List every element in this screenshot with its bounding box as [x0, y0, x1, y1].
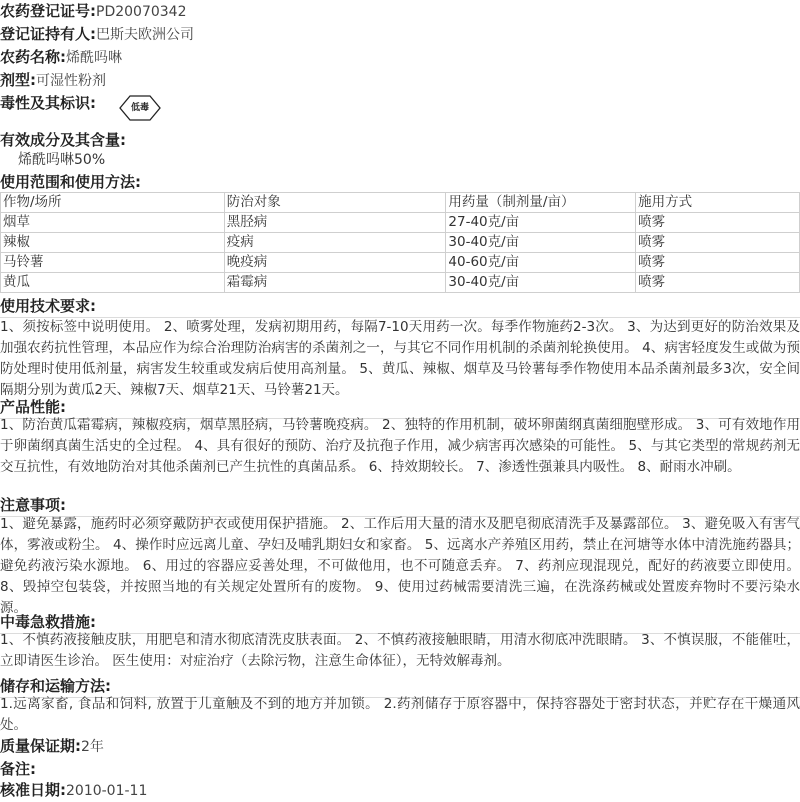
table-row	[1, 273, 800, 293]
approval-date-label: 核准日期:	[0, 781, 66, 799]
registration-number-row	[0, 0, 186, 23]
toxicity-label: 毒性及其标识:	[0, 94, 96, 112]
approval-date-value: 2010-01-11	[66, 783, 148, 799]
table-row	[1, 253, 800, 273]
warranty-row	[0, 735, 104, 758]
ingredients-value: 烯酰吗啉50%	[18, 152, 106, 168]
table-row	[1, 233, 800, 253]
remark-row	[0, 758, 36, 781]
performance-heading: 产品性能:	[0, 396, 800, 419]
remark-label: 备注:	[0, 760, 36, 778]
table-cell: 30-40克/亩	[446, 273, 636, 293]
firstaid-heading: 中毒急救措施:	[0, 611, 800, 634]
column-header-method: 施用方式	[636, 193, 800, 213]
pesticide-name-row	[0, 46, 122, 69]
table-cell: 喷雾	[636, 213, 800, 233]
table-cell: 喷雾	[636, 233, 800, 253]
registration-number-value: PD20070342	[96, 4, 187, 20]
registration-holder-label: 登记证持有人:	[0, 25, 96, 43]
usage-table	[0, 192, 800, 293]
table-cell: 辣椒	[1, 233, 225, 253]
table-cell: 40-60克/亩	[446, 253, 636, 273]
table-cell: 30-40克/亩	[446, 233, 636, 253]
formulation-value: 可湿性粉剂	[36, 73, 106, 89]
toxicity-badge	[118, 94, 162, 122]
warranty-value: 2年	[81, 739, 104, 755]
storage-text: 1.远离家畜, 食品和饲料, 放置于儿童触及不到的地方并加锁。 2.药剂储存于原容器中，保持容器处于密封状态，并贮存在干燥通风处。	[0, 696, 800, 733]
precautions-heading: 注意事项:	[0, 494, 800, 517]
registration-number-label: 农药登记证号:	[0, 2, 96, 20]
table-cell: 霜霉病	[224, 273, 446, 293]
table-cell: 晚疫病	[224, 253, 446, 273]
precautions-text: 1、避免暴露，施药时必须穿戴防护衣或使用保护措施。 2、工作后用大量的清水及肥皂彻底清洗手及暴露部位。 3、避免吸入有害气体，雾液或粉尘。 4、操作时应远离儿童、孕妇及哺乳期妇女和家畜。 5、远离水产养殖区用药，禁止在河塘等水体中清洗施药器具；避免药液污染水源地。 6、用过的容器应妥善处理，不可做他用，也不可随意丢弃。 7、药剂应现混现兑，配好的药液要立即使用。 8、毁掉空包装袋，并按照当地的有关规定处置所有的废物。 9、使用过药械需要清洗三遍，在洗涤药械或处置废弃物时不要污染水源。	[0, 516, 800, 616]
table-cell: 黄瓜	[1, 273, 225, 293]
usage-heading: 使用范围和使用方法:	[0, 171, 800, 194]
table-cell: 27-40克/亩	[446, 213, 636, 233]
usage-table-header	[1, 193, 800, 213]
column-header-crop: 作物/场所	[1, 193, 225, 213]
storage-heading: 储存和运输方法:	[0, 675, 800, 698]
approval-date-row	[0, 779, 147, 802]
table-cell: 喷雾	[636, 253, 800, 273]
pesticide-name-label: 农药名称:	[0, 48, 66, 66]
firstaid-text: 1、不慎药液接触皮肤，用肥皂和清水彻底清洗皮肤表面。 2、不慎药液接触眼睛，用清水彻底冲洗眼睛。 3、不慎误服，不能催吐，立即请医生诊治。 医生使用：对症治疗（去除污物，注意生命体征），无特效解毒剂。	[0, 632, 800, 669]
table-cell: 黑胫病	[224, 213, 446, 233]
table-cell: 烟草	[1, 213, 225, 233]
formulation-label: 剂型:	[0, 71, 36, 89]
table-cell: 马铃薯	[1, 253, 225, 273]
table-cell: 喷雾	[636, 273, 800, 293]
technical-heading: 使用技术要求:	[0, 295, 800, 318]
performance-text: 1、防治黄瓜霜霉病，辣椒疫病，烟草黑胫病，马铃薯晚疫病。 2、独特的作用机制，破坏卵菌纲真菌细胞壁形成。 3、可有效地作用于卵菌纲真菌生活史的全过程。 4、具有很好的预防、治疗及抗孢子作用，减少病害再次感染的可能性。 5、与其它类型的常规药剂无交互抗性，有效地防治对其他杀菌剂已产生抗性的真菌品系。 6、持效期较长。 7、渗透性强兼具内吸性。 8、耐雨水冲刷。	[0, 417, 800, 475]
table-cell: 疫病	[224, 233, 446, 253]
warranty-label: 质量保证期:	[0, 737, 81, 755]
registration-holder-row	[0, 23, 194, 46]
column-header-target: 防治对象	[224, 193, 446, 213]
formulation-row	[0, 69, 106, 92]
ingredients-heading: 有效成分及其含量:	[0, 131, 126, 149]
toxicity-badge-text: 低毒	[130, 103, 149, 113]
table-row	[1, 213, 800, 233]
registration-holder-value: 巴斯夫欧洲公司	[96, 27, 194, 43]
toxicity-row	[0, 92, 96, 115]
column-header-dosage: 用药量（制剂量/亩）	[446, 193, 636, 213]
technical-text: 1、须按标签中说明使用。 2、喷雾处理，发病初期用药，每隔7-10天用药一次。每季作物施药2-3次。 3、为达到更好的防治效果及加强农药抗性管理，本品应作为综合治理防治病害的杀菌剂之一，与其它不同作用机制的杀菌剂轮换使用。 4、病害轻度发生或做为预防处理时使用低剂量，病害发生较重或发病后使用高剂量。 5、黄瓜、辣椒、烟草及马铃薯每季作物使用本品杀菌剂最多3次，安全间隔期分别为黄瓜2天、辣椒7天、烟草21天、马铃薯21天。	[0, 319, 800, 398]
pesticide-name-value: 烯酰吗啉	[66, 50, 122, 66]
